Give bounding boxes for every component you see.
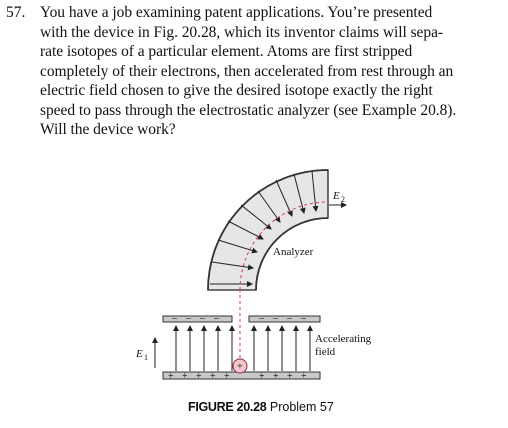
minus-sign: – [186,313,191,324]
plus-sign: + [182,371,188,382]
plus-sign: + [301,371,307,382]
problem-line: completely of their electrons, then accelerated from rest through an [40,62,454,80]
plus-sign: + [259,371,265,382]
minus-sign: – [259,313,264,324]
minus-sign: – [172,313,177,324]
e2-label: E [333,190,340,202]
field-label: field [315,346,336,358]
problem-line: speed to pass through the electrostatic analyzer (see Example 20.8). [40,101,457,119]
e2-subscript: 2 [341,195,345,204]
electrostatic-analyzer [208,170,346,290]
problem-line: You have a job examining patent applications. You’re presented [40,4,433,21]
accelerating-label: Accelerating [315,333,372,345]
plus-sign: + [210,371,216,382]
problem-number: 57. [6,4,26,21]
figure-caption [188,400,334,414]
analyzer-channel [208,170,328,290]
problem-line: with the device in Fig. 20.28, which its inventor claims will sepa- [40,23,444,41]
e1-label: E [136,348,143,360]
plus-sign: + [287,371,293,382]
plus-sign: + [273,371,279,382]
problem-line: Will the device work? [40,121,176,138]
minus-sign: – [301,313,306,324]
minus-sign: – [214,313,219,324]
positive-ion [233,359,247,373]
caption-text: Problem 57 [269,400,334,414]
minus-sign: – [273,313,278,324]
ion-charge: + [237,361,243,373]
minus-sign: – [287,313,292,324]
plus-sign: + [196,371,202,382]
minus-sign: – [200,313,205,324]
plus-sign: + [224,371,230,382]
e1-subscript: 1 [144,353,148,362]
analyzer-label: Analyzer [273,246,314,258]
problem-line: electric field chosen to give the desired isotope exactly the right [40,82,433,99]
plus-sign: + [168,371,174,382]
problem-line: rate isotopes of a particular element. Atoms are first stripped [40,43,413,60]
caption-figure-number: FIGURE 20.28 [188,400,267,414]
